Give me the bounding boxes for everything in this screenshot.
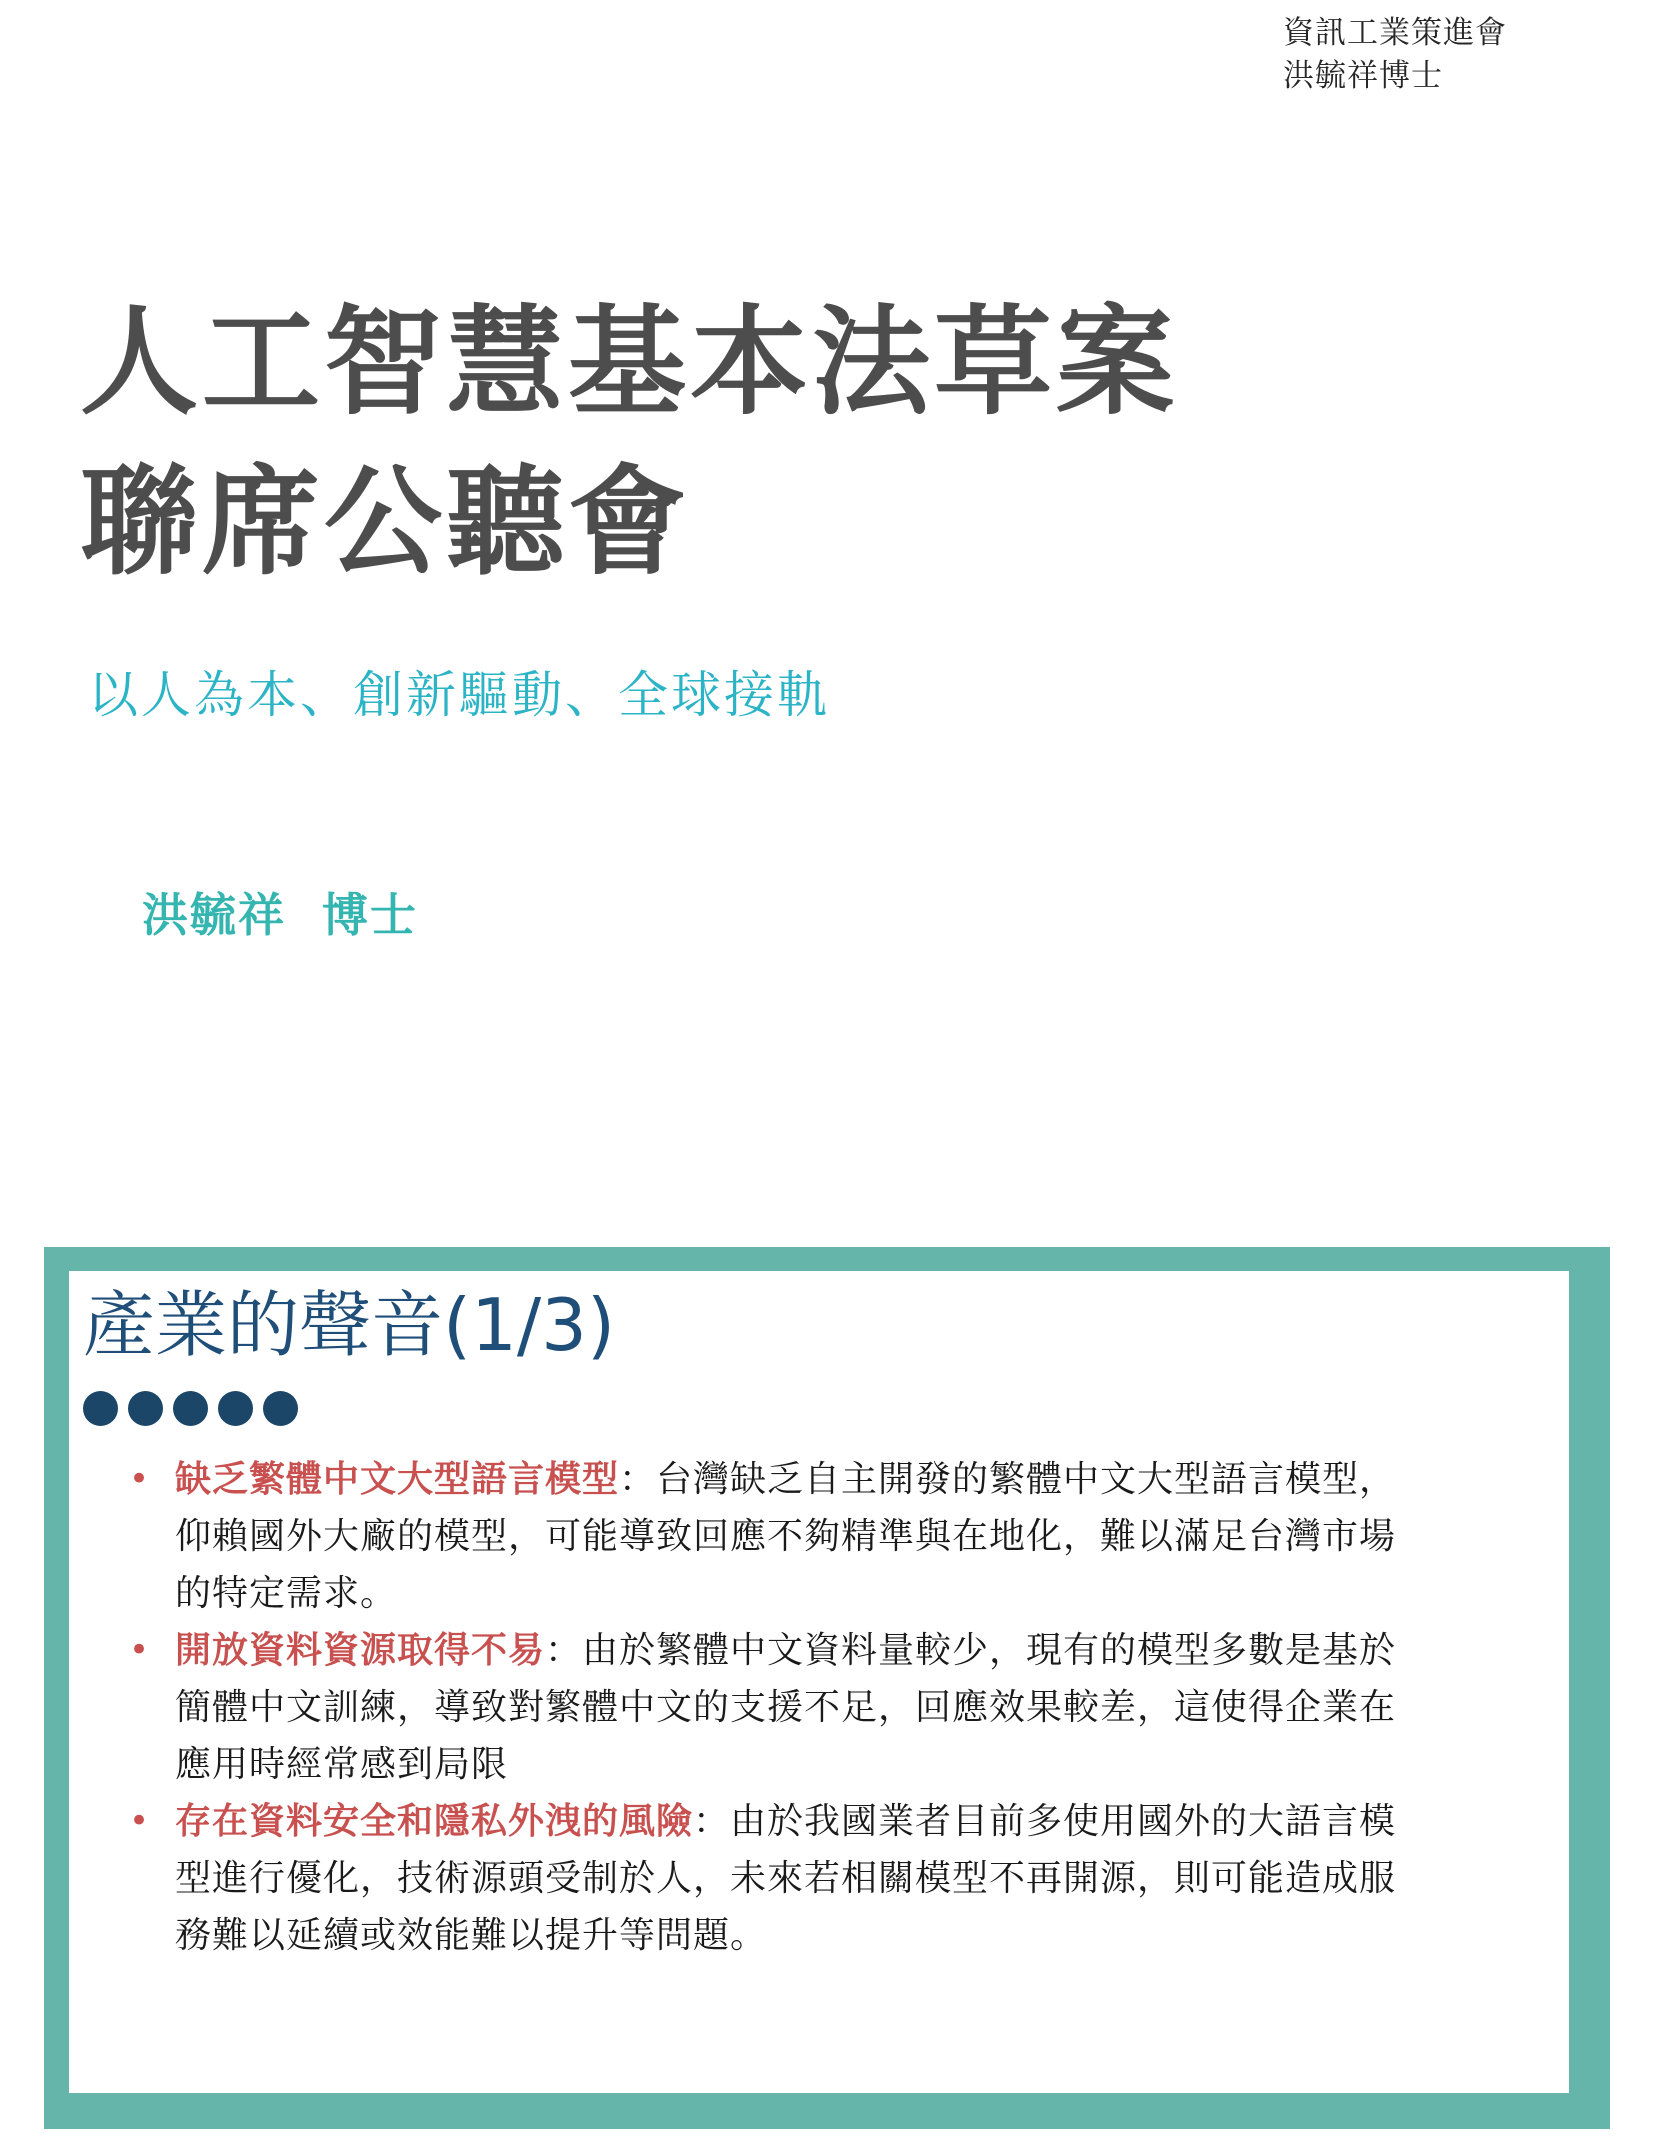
- bullet-first-line: [175, 1793, 1549, 1850]
- dot-icon: [218, 1391, 253, 1426]
- bullet-term: 開放資料資源取得不易: [175, 1630, 546, 1671]
- author-name: 洪毓祥 博士: [142, 888, 419, 942]
- org-header: [1283, 12, 1603, 98]
- slide-title: 產業的聲音(1/3): [83, 1283, 616, 1367]
- slide-content: [69, 1271, 1569, 2093]
- bullet-text-line: 務難以延續或效能難以提升等問題。: [175, 1915, 768, 1956]
- bullet-first-line: [175, 1451, 1549, 1508]
- bullet-text-line: 型進行優化，技術源頭受制於人，未來若相關模型不再開源，則可能造成服: [175, 1858, 1397, 1899]
- bullet-dot-icon: •: [129, 1801, 151, 1841]
- subtitle: 以人為本、創新驅動、全球接軌: [88, 666, 830, 724]
- bullet-text-line: 簡體中文訓練，導致對繁體中文的支援不足，回應效果較差，這使得企業在: [175, 1687, 1397, 1728]
- bullet-list: [129, 1451, 1549, 1964]
- org-name: 資訊工業策進會: [1283, 15, 1507, 51]
- bullet-item: [129, 1451, 1549, 1622]
- dot-icon: [83, 1391, 118, 1426]
- dot-icon: [263, 1391, 298, 1426]
- main-title: [80, 282, 1280, 602]
- bullet-text: ：由於我國業者目前多使用國外的大語言模: [693, 1801, 1397, 1842]
- bullet-term: 缺乏繁體中文大型語言模型: [175, 1459, 620, 1500]
- bullet-text-line: 仰賴國外大廠的模型，可能導致回應不夠精準與在地化，難以滿足台灣市場: [175, 1516, 1397, 1557]
- bullet-text-line: 的特定需求。: [175, 1573, 398, 1614]
- bullet-item: [129, 1622, 1549, 1793]
- header-person: 洪毓祥博士: [1283, 58, 1443, 94]
- dot-icon: [128, 1391, 163, 1426]
- slide-frame: [44, 1247, 1610, 2129]
- main-title-line2: 聯席公聽會: [80, 453, 691, 591]
- bullet-text-line: 應用時經常感到局限: [175, 1744, 509, 1785]
- bullet-text: ：台灣缺乏自主開發的繁體中文大型語言模型，: [619, 1459, 1397, 1500]
- bullet-first-line: [175, 1622, 1549, 1679]
- main-title-line1: 人工智慧基本法草案: [80, 293, 1179, 431]
- dot-icon: [173, 1391, 208, 1426]
- bullet-term: 存在資料安全和隱私外洩的風險: [175, 1801, 694, 1842]
- bullet-item: [129, 1793, 1549, 1964]
- bullet-dot-icon: •: [129, 1459, 151, 1499]
- decorative-dots: [83, 1391, 298, 1426]
- bullet-text: ：由於繁體中文資料量較少，現有的模型多數是基於: [545, 1630, 1397, 1671]
- bullet-dot-icon: •: [129, 1630, 151, 1670]
